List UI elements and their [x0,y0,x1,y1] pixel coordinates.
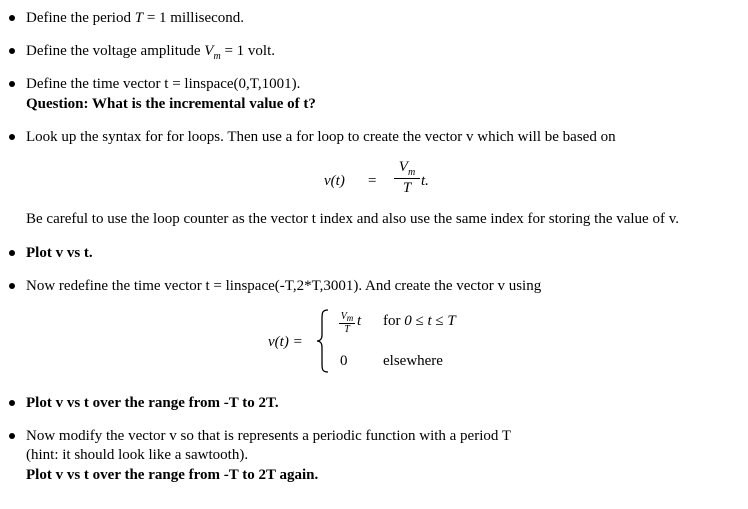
item-time-vector: Define the time vector t = linspace(0,T,1001). [26,76,301,92]
bullet [9,48,15,54]
left-brace-icon [316,309,330,373]
bullet [9,283,15,289]
bullet [9,81,15,87]
eq1-tail: t. [421,173,429,189]
eq2-case1-fraction: Vm T [340,311,354,335]
eq2-case2-condition: elsewhere [383,353,443,369]
eq1-fraction: $V_m$ T [394,159,420,197]
eq1-equals: = [368,173,377,189]
eq2-lhs: v(t) = [268,334,303,350]
careful-note: Be careful to use the loop counter as the vector t index and also use the same index for storing the value of v. [26,211,679,227]
eq2-case2-value: 0 [340,353,348,369]
eq2-case1-condition: for 0 ≤ t ≤ T [383,313,456,329]
bullet [9,400,15,406]
eq1-lhs: v(t) [324,173,345,189]
question: Question: What is the incremental value of t? [26,96,316,112]
item-period: Define the period T = 1 millisecond. [26,10,245,26]
item-plot1: Plot v vs t. [26,245,93,261]
bullet [9,250,15,256]
item-plot3: Plot v vs t over the range from -T to 2T again. [26,467,319,483]
item-redefine: Now redefine the time vector t = linspace(-T,2*T,3001). And create the vector v using [26,278,542,294]
bullet [9,15,15,21]
item-amplitude: Define the voltage amplitude $V_m = 1$ volt. [26,43,275,62]
item-plot2: Plot v vs t over the range from -T to 2T. [26,395,279,411]
item-modify: Now modify the vector v so that is represents a periodic function with a period T [26,428,512,444]
item-loops: Look up the syntax for for loops. Then use a for loop to create the vector v which will be based on [26,129,616,145]
hint: (hint: it should look like a sawtooth). [26,447,249,463]
bullet [9,433,15,439]
bullet [9,134,15,140]
eq2-case1-t: t [357,313,362,329]
